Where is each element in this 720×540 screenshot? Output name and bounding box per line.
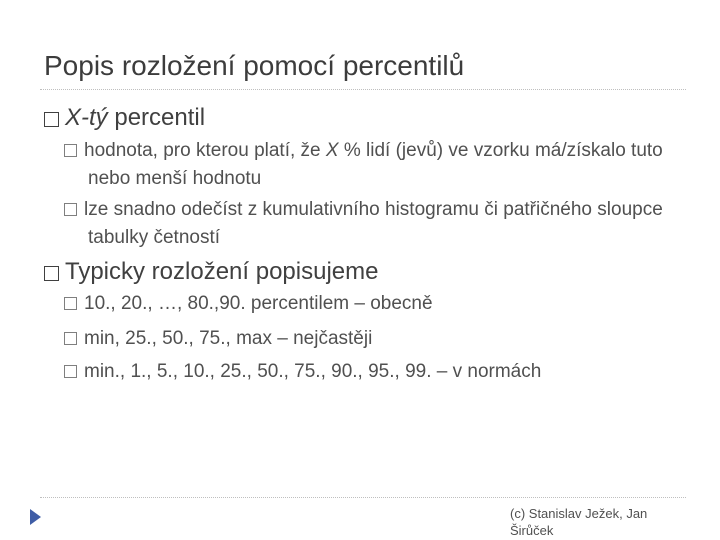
- checkbox-bullet-icon: [64, 203, 77, 216]
- sub-bullet-text-post: % lidí (jevů) ve vzorku má/získalo tuto nebo menší hodnotu: [88, 140, 663, 189]
- play-arrow-icon: [30, 509, 41, 525]
- sub-bullet-text-pre: hodnota, pro kterou platí, že: [84, 140, 326, 161]
- title-divider: [40, 89, 686, 90]
- footer-divider: [40, 497, 686, 498]
- checkbox-bullet-icon: [44, 266, 59, 281]
- sub-bullet-text: min, 25., 50., 75., max – nejčastěji: [84, 328, 373, 349]
- bullet-label: Typicky rozložení popisujeme: [65, 258, 379, 285]
- sub-bullet-text: min., 1., 5., 10., 25., 50., 75., 90., 95., 99. – v normách: [84, 361, 542, 382]
- sub-bullet-definition: [64, 137, 678, 193]
- checkbox-bullet-icon: [64, 297, 77, 310]
- sub-bullet-quartiles: [64, 325, 678, 353]
- checkbox-bullet-icon: [64, 332, 77, 345]
- slide-title: Popis rozložení pomocí percentilů: [44, 50, 465, 81]
- sub-bullet-deciles: [64, 290, 678, 318]
- checkbox-bullet-icon: [64, 144, 77, 157]
- sub-bullet-norms: [64, 358, 678, 386]
- bullet-typically: [44, 258, 378, 286]
- sub-bullet-text: 10., 20., …, 80.,90. percentilem – obecně: [84, 293, 433, 314]
- sub-bullet-text: lze snadno odečíst z kumulativního histogramu či patřičného sloupce tabulky četností: [84, 199, 663, 248]
- sub-bullet-histogram: [64, 196, 678, 252]
- sub-bullet-italic-x: X: [325, 140, 339, 161]
- footer-credit: (c) Stanislav Ježek, Jan Širůček: [510, 506, 648, 538]
- checkbox-bullet-icon: [44, 112, 59, 127]
- bullet-italic-label: X-tý: [65, 104, 108, 131]
- bullet-percentile: [44, 104, 205, 132]
- bullet-label: percentil: [107, 104, 206, 131]
- checkbox-bullet-icon: [64, 365, 77, 378]
